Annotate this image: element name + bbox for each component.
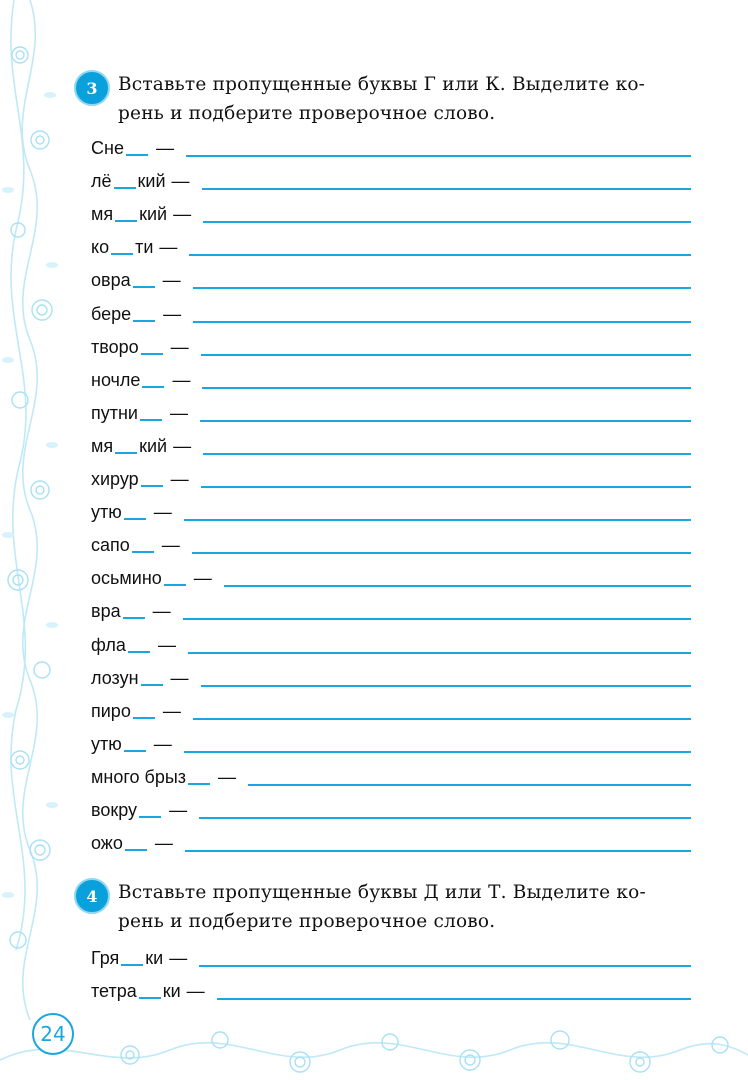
- word-end: кий: [139, 204, 168, 225]
- answer-line[interactable]: [193, 287, 691, 289]
- word-with-gap: [91, 948, 187, 969]
- answer-line[interactable]: [199, 965, 691, 967]
- answer-line[interactable]: [202, 387, 691, 389]
- word-with-gap: [91, 635, 176, 656]
- word-start: вра: [91, 601, 121, 622]
- dash: —: [170, 402, 188, 423]
- word-start: ожо: [91, 833, 123, 854]
- exercise-row: [91, 166, 691, 196]
- missing-letter-blank[interactable]: [164, 584, 186, 586]
- missing-letter-blank[interactable]: [133, 717, 155, 719]
- word-with-gap: [91, 767, 236, 788]
- answer-line[interactable]: [203, 453, 691, 455]
- word-end: ки: [162, 981, 181, 1001]
- dash: —: [155, 138, 174, 158]
- missing-letter-blank[interactable]: [124, 518, 146, 520]
- exercise-row: [91, 630, 691, 660]
- word-with-gap: [91, 701, 181, 722]
- word-start: мя: [91, 435, 114, 456]
- answer-line[interactable]: [183, 618, 691, 620]
- word-start: лё: [91, 171, 112, 192]
- instruction-line: рень и подберите проверочное слово.: [118, 103, 496, 124]
- dash: —: [193, 568, 212, 589]
- answer-line[interactable]: [201, 685, 691, 687]
- word-end: кий: [139, 435, 168, 456]
- missing-letter-blank[interactable]: [115, 452, 137, 454]
- word-start: тетра: [91, 981, 137, 1001]
- missing-letter-blank[interactable]: [141, 485, 163, 487]
- dash: —: [170, 336, 189, 357]
- exercise-row: [91, 596, 691, 626]
- exercise-row: [91, 795, 691, 825]
- dash: —: [159, 237, 178, 258]
- task-number-badge: 4: [74, 878, 110, 914]
- answer-line[interactable]: [186, 155, 691, 157]
- answer-line[interactable]: [192, 552, 691, 554]
- word-start: утю: [91, 502, 122, 523]
- word-start: мя: [91, 204, 114, 225]
- missing-letter-blank[interactable]: [121, 964, 143, 966]
- word-start: овра: [91, 270, 131, 291]
- dash: —: [169, 948, 188, 968]
- answer-line[interactable]: [201, 354, 691, 356]
- word-start: сапо: [91, 535, 130, 556]
- missing-letter-blank[interactable]: [128, 651, 150, 653]
- word-start: осьмино: [91, 568, 162, 589]
- dash: —: [163, 303, 182, 324]
- dash: —: [152, 601, 171, 622]
- word-start: фла: [91, 634, 126, 655]
- floral-border-left: [0, 0, 62, 1080]
- word-start: утю: [91, 733, 122, 754]
- missing-letter-blank[interactable]: [133, 320, 155, 322]
- exercise-row: [91, 976, 691, 1006]
- word-with-gap: [91, 237, 177, 258]
- instruction-line: Вставьте пропущенные буквы Г или К. Выделите ко-: [118, 74, 646, 95]
- answer-line[interactable]: [199, 817, 691, 819]
- exercise-row: [91, 365, 691, 395]
- answer-line[interactable]: [202, 188, 691, 190]
- answer-line[interactable]: [193, 321, 691, 323]
- answer-line[interactable]: [200, 420, 691, 422]
- missing-letter-blank[interactable]: [115, 220, 137, 222]
- word-with-gap: [91, 502, 172, 523]
- task-instruction: [118, 70, 718, 128]
- instruction-line: рень и подберите проверочное слово.: [118, 911, 496, 932]
- word-with-gap: [91, 469, 189, 490]
- word-start: хирур: [91, 469, 139, 489]
- exercise-row: [91, 563, 691, 593]
- answer-line[interactable]: [184, 519, 691, 521]
- word-with-gap: [91, 270, 181, 291]
- word-with-gap: [91, 403, 188, 424]
- missing-letter-blank[interactable]: [139, 997, 161, 999]
- missing-letter-blank[interactable]: [123, 617, 145, 619]
- dash: —: [171, 171, 190, 192]
- word-start: путни: [91, 402, 138, 423]
- task-number-badge: 3: [74, 70, 110, 106]
- exercise-row: [91, 663, 691, 693]
- missing-letter-blank[interactable]: [142, 386, 164, 388]
- missing-letter-blank[interactable]: [114, 187, 136, 189]
- answer-line[interactable]: [217, 998, 691, 1000]
- word-with-gap: [91, 601, 171, 622]
- missing-letter-blank[interactable]: [126, 154, 148, 156]
- dash: —: [154, 833, 173, 854]
- dash: —: [169, 800, 188, 820]
- missing-letter-blank[interactable]: [141, 684, 163, 686]
- missing-letter-blank[interactable]: [132, 551, 154, 553]
- answer-line[interactable]: [193, 718, 691, 720]
- dash: —: [186, 981, 205, 1001]
- word-with-gap: [91, 370, 190, 391]
- exercise-row: [91, 762, 691, 792]
- word-with-gap: [91, 800, 187, 821]
- answer-line[interactable]: [203, 221, 691, 223]
- word-with-gap: [91, 304, 181, 325]
- word-start: лозун: [91, 667, 139, 688]
- word-end: кий: [137, 171, 166, 192]
- page-number: 24: [32, 1013, 74, 1055]
- task-instruction: [118, 878, 718, 936]
- dash: —: [153, 502, 172, 523]
- dash: —: [170, 667, 189, 688]
- answer-line[interactable]: [185, 850, 691, 852]
- word-with-gap: [91, 204, 191, 225]
- word-start: творо: [91, 336, 139, 357]
- dash: —: [170, 469, 189, 489]
- word-with-gap: [91, 568, 212, 589]
- word-with-gap: [91, 535, 180, 556]
- word-start: ночле: [91, 369, 141, 390]
- word-with-gap: [91, 734, 172, 755]
- word-with-gap: [91, 171, 190, 192]
- word-with-gap: [91, 668, 189, 689]
- answer-line[interactable]: [201, 486, 691, 488]
- answer-line[interactable]: [188, 652, 691, 654]
- word-with-gap: [91, 833, 173, 854]
- exercise-row: [91, 265, 691, 295]
- exercise-row: [91, 729, 691, 759]
- dash: —: [157, 634, 176, 655]
- exercise-row: [91, 828, 691, 858]
- instruction-line: Вставьте пропущенные буквы Д или Т. Выделите ко-: [118, 882, 646, 903]
- word-start: много брыз: [91, 766, 187, 787]
- exercise-row: [91, 464, 691, 494]
- dash: —: [218, 766, 237, 787]
- dash: —: [153, 733, 172, 754]
- missing-letter-blank[interactable]: [188, 783, 210, 785]
- dash: —: [162, 270, 181, 291]
- missing-letter-blank[interactable]: [124, 750, 146, 752]
- missing-letter-blank[interactable]: [141, 353, 163, 355]
- word-with-gap: [91, 138, 174, 159]
- word-start: Сне: [91, 138, 124, 158]
- missing-letter-blank[interactable]: [133, 286, 155, 288]
- word-start: пиро: [91, 700, 131, 721]
- exercise-row: [91, 332, 691, 362]
- exercise-row: [91, 398, 691, 428]
- exercise-row: [91, 943, 691, 973]
- exercise-row: [91, 431, 691, 461]
- dash: —: [162, 700, 181, 721]
- exercise-row: [91, 299, 691, 329]
- word-with-gap: [91, 337, 189, 358]
- missing-letter-blank[interactable]: [139, 816, 161, 818]
- word-start: бере: [91, 303, 132, 324]
- word-start: вокру: [91, 800, 138, 820]
- dash: —: [172, 369, 191, 390]
- exercise-row: [91, 696, 691, 726]
- exercise-row: [91, 133, 691, 163]
- missing-letter-blank[interactable]: [111, 253, 133, 255]
- answer-line[interactable]: [224, 585, 691, 587]
- exercise-row: [91, 530, 691, 560]
- exercise-row: [91, 199, 691, 229]
- word-with-gap: [91, 981, 205, 1002]
- answer-line[interactable]: [248, 784, 691, 786]
- exercise-row: [91, 497, 691, 527]
- dash: —: [161, 535, 180, 556]
- word-with-gap: [91, 436, 191, 457]
- dash: —: [173, 204, 192, 225]
- answer-line[interactable]: [189, 254, 691, 256]
- missing-letter-blank[interactable]: [140, 419, 162, 421]
- word-start: Гря: [91, 948, 120, 968]
- exercise-row: [91, 232, 691, 262]
- missing-letter-blank[interactable]: [125, 849, 147, 851]
- word-end: ти: [135, 237, 154, 258]
- answer-line[interactable]: [184, 751, 691, 753]
- word-end: ки: [145, 948, 164, 968]
- floral-border-bottom: [0, 1000, 748, 1080]
- word-start: ко: [91, 237, 110, 258]
- dash: —: [173, 435, 192, 456]
